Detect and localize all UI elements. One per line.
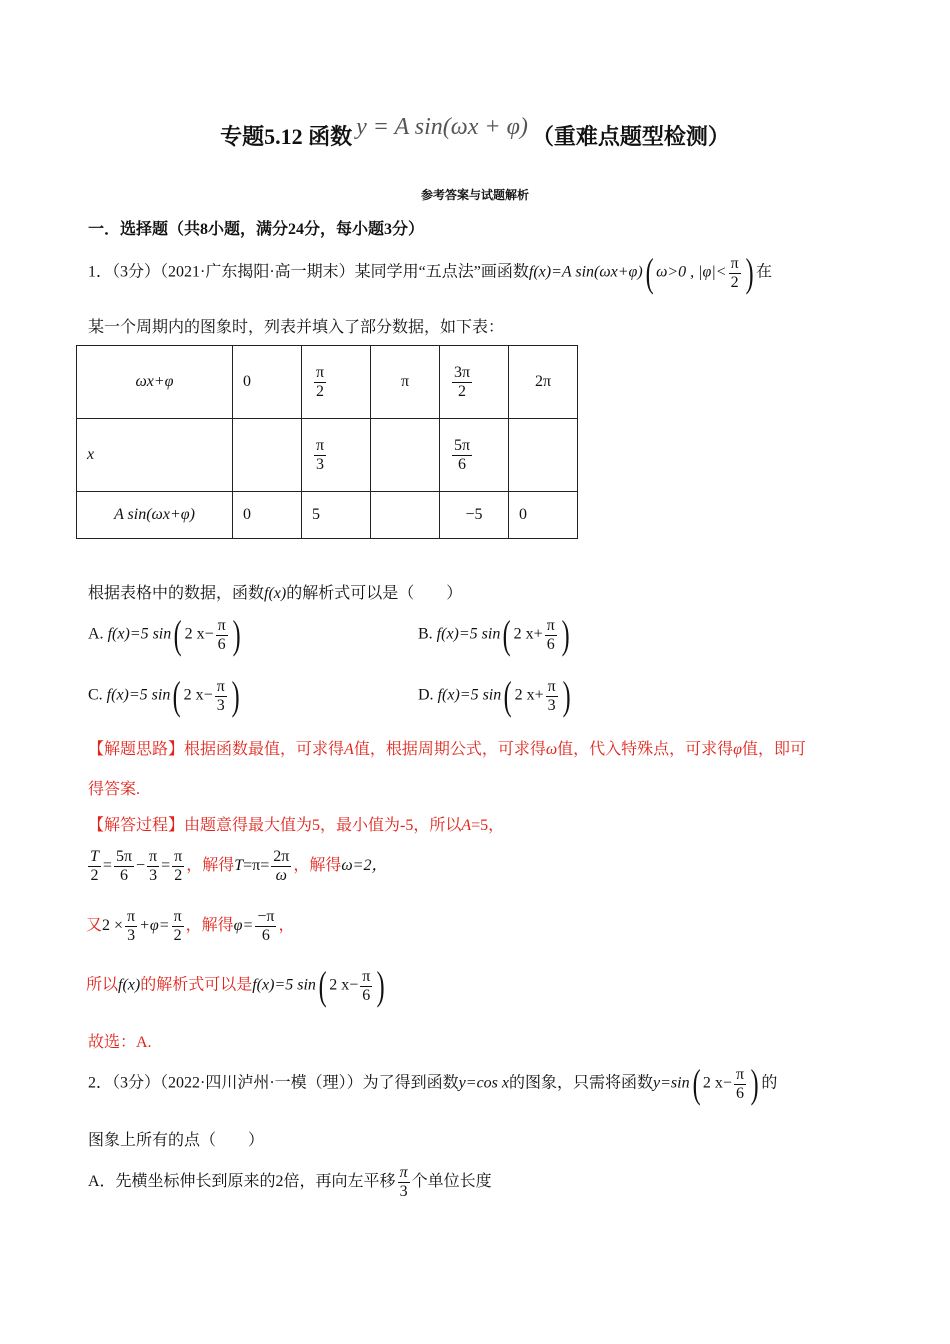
q1-cond-fraction: $\frac{\pi}{2}$ xyxy=(730,254,739,291)
table-row: A sin(ωx+φ) 0 5 −5 0 xyxy=(77,492,578,539)
q1-data-table xyxy=(76,345,578,539)
table-row: x $\frac{\pi}{3}$ $\frac{5\pi}{6}$ xyxy=(77,419,578,492)
q1-intro-line: 1．（3分）（2021·广东揭阳·高一期末）某同学用“五点法”画函数f(x)=A sin(ωx+φ)( ω>0 , |φ|< $\frac{\pi}{2}$ ) 在 xyxy=(88,250,773,295)
q1-step1: $\frac{T}{2}$ = $\frac{5\pi}{6}$ − $\frac{\pi}{3}$ = $\frac{\pi}{2}$ ，解得T=π= $\frac{2\pi}{\omega}$ ，解得ω=2， xyxy=(90,848,388,884)
q1-process: 【解答过程】由题意得最大值为5，最小值为-5，所以A=5， xyxy=(88,817,505,834)
q2-intro-line2: 图象上所有的点（ ） xyxy=(88,1132,265,1149)
page-title xyxy=(0,114,950,151)
title-prefix: 专题5.12 函数 xyxy=(220,124,353,149)
q1-thought: 【解题思路】根据函数最值，可求得A值，根据周期公式，可求得ω值，代入特殊点，可求得φ值，即可 xyxy=(88,741,807,758)
option-c[interactable]: C. f(x)=5 sin( 2 x− $\frac{\pi}{3}$ ) xyxy=(88,673,240,718)
q1-question: 根据表格中的数据，函数f(x)的解析式可以是（ ） xyxy=(88,585,463,602)
title-suffix: （重难点题型检测） xyxy=(531,124,730,149)
title-formula: y = A sin(ωx + φ) xyxy=(356,114,528,140)
subtitle: 参考答案与试题解析 xyxy=(420,188,529,202)
q1-step2: 又2 × $\frac{\pi}{3}$ +φ= $\frac{\pi}{2}$ ，解得φ= $\frac{-\pi}{6}$ ， xyxy=(86,908,295,944)
table-row: ωx+φ 0 $\frac{\pi}{2}$ π $\frac{3\pi}{2}$ 2π xyxy=(77,346,578,419)
q2-intro-line: 2．（3分）（2022·四川泸州·一模（理））为了得到函数y=cos x的图象，只需将函数y=sin( 2 x− $\frac{\pi}{6}$ ) 的 xyxy=(88,1061,778,1106)
option-b[interactable]: B. f(x)=5 sin( 2 x+ $\frac{\pi}{6}$ ) xyxy=(418,612,570,657)
q1-intro-line2: 某一个周期内的图象时，列表并填入了部分数据，如下表： xyxy=(88,319,505,336)
option-a[interactable]: A. f(x)=5 sin( 2 x− $\frac{\pi}{6}$ ) xyxy=(88,612,241,657)
section-heading: 一．选择题（共8小题，满分24分，每小题3分） xyxy=(88,221,425,238)
q2-option-a[interactable]: A．先横坐标伸长到原来的2倍，再向左平移 $\frac{\pi}{3}$ 个单位长度 xyxy=(88,1164,492,1200)
option-d[interactable]: D. f(x)=5 sin( 2 x+ $\frac{\pi}{3}$ ) xyxy=(418,673,571,718)
q1-thought-line2: 得答案. xyxy=(88,781,141,798)
q1-answer: 故选：A. xyxy=(88,1034,152,1051)
q1-step3: 所以f(x)的解析式可以是f(x)=5 sin( 2 x− $\frac{\pi}{6}$ ) xyxy=(86,963,386,1008)
